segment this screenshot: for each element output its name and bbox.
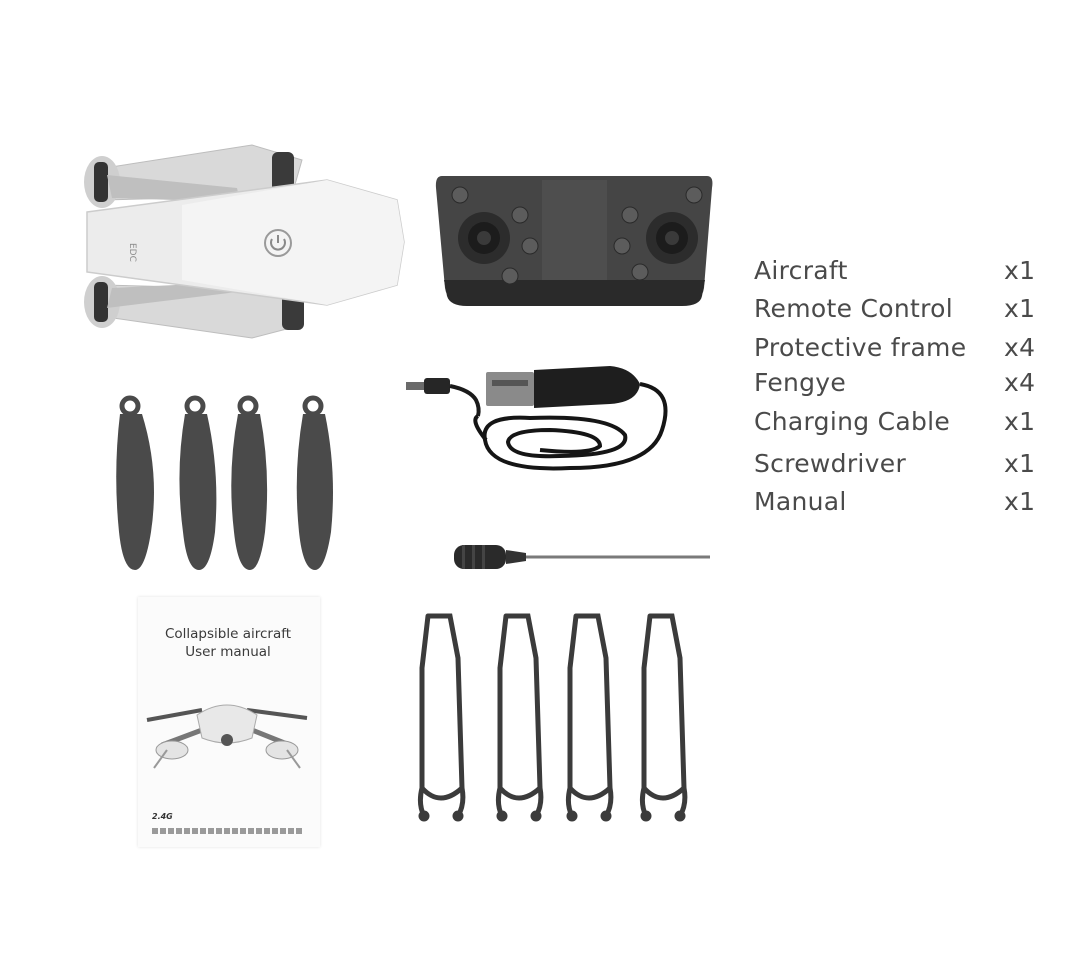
item-name: Manual bbox=[754, 487, 847, 516]
item-name: Aircraft bbox=[754, 256, 848, 285]
protective-frame-3 bbox=[568, 616, 611, 819]
protective-frame-2 bbox=[498, 616, 541, 819]
manual-badge: 2.4G bbox=[152, 812, 173, 821]
manual-title bbox=[138, 625, 318, 661]
manual-drone-illustration bbox=[142, 690, 312, 770]
propellers-image bbox=[105, 392, 345, 577]
manual-title-line2: User manual bbox=[185, 644, 271, 660]
aircraft-image bbox=[72, 140, 412, 345]
item-quantity: x4 bbox=[1004, 333, 1036, 362]
item-quantity: x1 bbox=[1004, 294, 1036, 323]
propeller-2 bbox=[179, 398, 216, 570]
propeller-4 bbox=[297, 398, 333, 570]
propeller-1 bbox=[116, 398, 154, 570]
item-name: Remote Control bbox=[754, 294, 953, 323]
protective-frames-image bbox=[410, 608, 710, 826]
protective-frame-4 bbox=[642, 616, 685, 819]
aircraft-logo: EDC bbox=[127, 243, 137, 262]
remote-control-image bbox=[432, 168, 717, 313]
protective-frame-1 bbox=[420, 616, 463, 819]
item-quantity: x4 bbox=[1004, 368, 1036, 397]
item-name: Screwdriver bbox=[754, 449, 907, 478]
manual-fine-print bbox=[152, 828, 302, 834]
propeller-3 bbox=[231, 398, 267, 570]
item-quantity: x1 bbox=[1004, 256, 1036, 285]
charging-cable-image bbox=[400, 360, 700, 485]
screwdriver-image bbox=[452, 540, 714, 574]
item-name: Fengye bbox=[754, 368, 847, 397]
item-name: Charging Cable bbox=[754, 407, 951, 436]
item-name: Protective frame bbox=[754, 333, 967, 362]
item-quantity: x1 bbox=[1004, 487, 1036, 516]
item-quantity: x1 bbox=[1004, 449, 1036, 478]
item-quantity: x1 bbox=[1004, 407, 1036, 436]
manual-title-line1: Collapsible aircraft bbox=[164, 626, 292, 642]
